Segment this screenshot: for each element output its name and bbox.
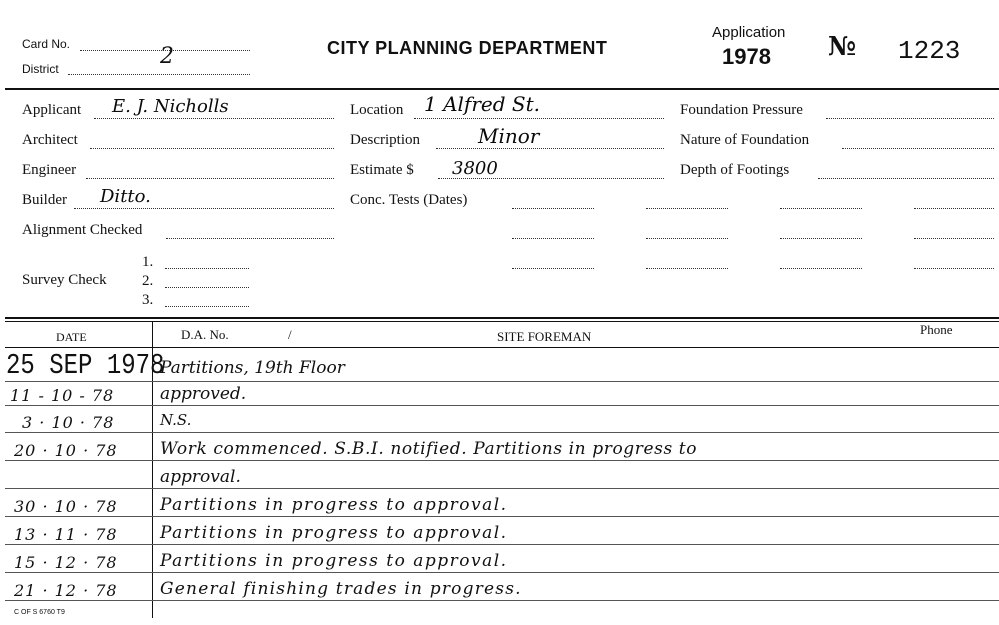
engineer-line bbox=[86, 178, 334, 179]
builder-line bbox=[74, 208, 334, 209]
alignment-label: Alignment Checked bbox=[22, 222, 143, 238]
row-rule bbox=[5, 516, 999, 517]
description-label: Description bbox=[350, 132, 420, 148]
table-row-text: approval. bbox=[160, 467, 241, 487]
row-rule bbox=[5, 460, 999, 461]
conc-test-line bbox=[780, 268, 862, 269]
table-row-text: Work commenced. S.B.I. notified. Partitions in progress to bbox=[160, 439, 698, 459]
foundation-pressure-line bbox=[826, 118, 994, 119]
applicant-label: Applicant bbox=[22, 102, 82, 118]
survey-number-3: 3. bbox=[142, 292, 154, 308]
conc-test-line bbox=[512, 268, 594, 269]
applicant-value: E. J. Nicholls bbox=[112, 96, 229, 117]
estimate-value: 3800 bbox=[452, 158, 498, 179]
row-rule bbox=[5, 405, 999, 406]
number-symbol: № bbox=[828, 32, 857, 62]
header-divider bbox=[5, 88, 999, 90]
conc-test-line bbox=[780, 238, 862, 239]
table-row-date: 13 · 11 · 78 bbox=[14, 525, 118, 544]
survey-line-1 bbox=[165, 268, 249, 269]
table-row-text: Partitions in progress to approval. bbox=[160, 523, 508, 543]
table-row-text: Partitions in progress to approval. bbox=[160, 495, 508, 515]
table-row-date: 11 - 10 - 78 bbox=[10, 386, 115, 405]
table-header-rule bbox=[5, 347, 999, 348]
depth-footings-line bbox=[818, 178, 994, 179]
architect-line bbox=[90, 148, 334, 149]
date-header: DATE bbox=[56, 330, 87, 344]
location-line bbox=[414, 118, 664, 119]
location-value: 1 Alfred St. bbox=[424, 92, 540, 116]
conc-test-line bbox=[914, 268, 994, 269]
survey-label: Survey Check bbox=[22, 272, 107, 288]
foundation-pressure-label: Foundation Pressure bbox=[680, 102, 803, 118]
table-row-date-stamp: 25 SEP 1978 bbox=[6, 350, 165, 383]
row-rule bbox=[5, 544, 999, 545]
conc-test-line bbox=[646, 268, 728, 269]
survey-line-3 bbox=[165, 306, 249, 307]
table-row-text: approved. bbox=[160, 384, 247, 404]
district-label: District bbox=[22, 62, 59, 76]
engineer-label: Engineer bbox=[22, 162, 77, 178]
district-value: 2 bbox=[160, 44, 174, 69]
conc-test-line bbox=[914, 208, 994, 209]
conc-test-line bbox=[646, 238, 728, 239]
row-rule bbox=[5, 488, 999, 489]
survey-number-2: 2. bbox=[142, 273, 154, 289]
survey-number-1: 1. bbox=[142, 254, 154, 270]
table-row-text: Partitions in progress to approval. bbox=[160, 551, 508, 571]
depth-footings-label: Depth of Footings bbox=[680, 162, 790, 178]
card-no-label: Card No. bbox=[22, 37, 71, 51]
description-line bbox=[436, 148, 664, 149]
table-row-text: Partitions, 19th Floor bbox=[160, 358, 345, 378]
builder-label: Builder bbox=[22, 192, 67, 208]
table-row-date: 3 · 10 · 78 bbox=[22, 413, 115, 432]
location-label: Location bbox=[350, 102, 404, 118]
table-row-date: 15 · 12 · 78 bbox=[14, 553, 118, 572]
row-rule bbox=[5, 600, 999, 601]
conc-test-line bbox=[512, 208, 594, 209]
architect-label: Architect bbox=[22, 132, 78, 148]
conc-test-line bbox=[914, 238, 994, 239]
conc-test-line bbox=[780, 208, 862, 209]
application-year: 1978 bbox=[722, 44, 771, 69]
alignment-line bbox=[166, 238, 334, 239]
da-header: D.A. No. bbox=[181, 327, 229, 342]
row-rule bbox=[5, 572, 999, 573]
row-rule bbox=[5, 432, 999, 433]
table-row-date: 30 · 10 · 78 bbox=[14, 497, 118, 516]
estimate-label: Estimate $ bbox=[350, 162, 414, 178]
conc-test-line bbox=[646, 208, 728, 209]
survey-line-2 bbox=[165, 287, 249, 288]
conc-tests-label: Conc. Tests (Dates) bbox=[350, 192, 468, 208]
table-top-rule bbox=[5, 321, 999, 322]
conc-test-line bbox=[512, 238, 594, 239]
table-row-date: 20 · 10 · 78 bbox=[14, 441, 118, 460]
department-title: CITY PLANNING DEPARTMENT bbox=[327, 38, 608, 58]
table-top-rule bbox=[5, 317, 999, 319]
table-row-date: 21 · 12 · 78 bbox=[14, 581, 118, 600]
application-number: 1223 bbox=[898, 36, 961, 66]
nature-foundation-line bbox=[842, 148, 994, 149]
site-foreman-header: SITE FOREMAN bbox=[497, 329, 592, 344]
application-label: Application bbox=[712, 24, 786, 41]
form-code: C OF S 6760 T9 bbox=[14, 609, 65, 616]
table-row-text: General finishing trades in progress. bbox=[160, 579, 522, 599]
district-line bbox=[68, 74, 250, 75]
phone-header: Phone bbox=[920, 322, 953, 337]
builder-value: Ditto. bbox=[100, 186, 151, 207]
nature-foundation-label: Nature of Foundation bbox=[680, 132, 810, 148]
table-row-text: N.S. bbox=[160, 411, 192, 429]
da-slash: / bbox=[288, 327, 292, 342]
description-value: Minor bbox=[478, 124, 540, 148]
applicant-line bbox=[94, 118, 334, 119]
